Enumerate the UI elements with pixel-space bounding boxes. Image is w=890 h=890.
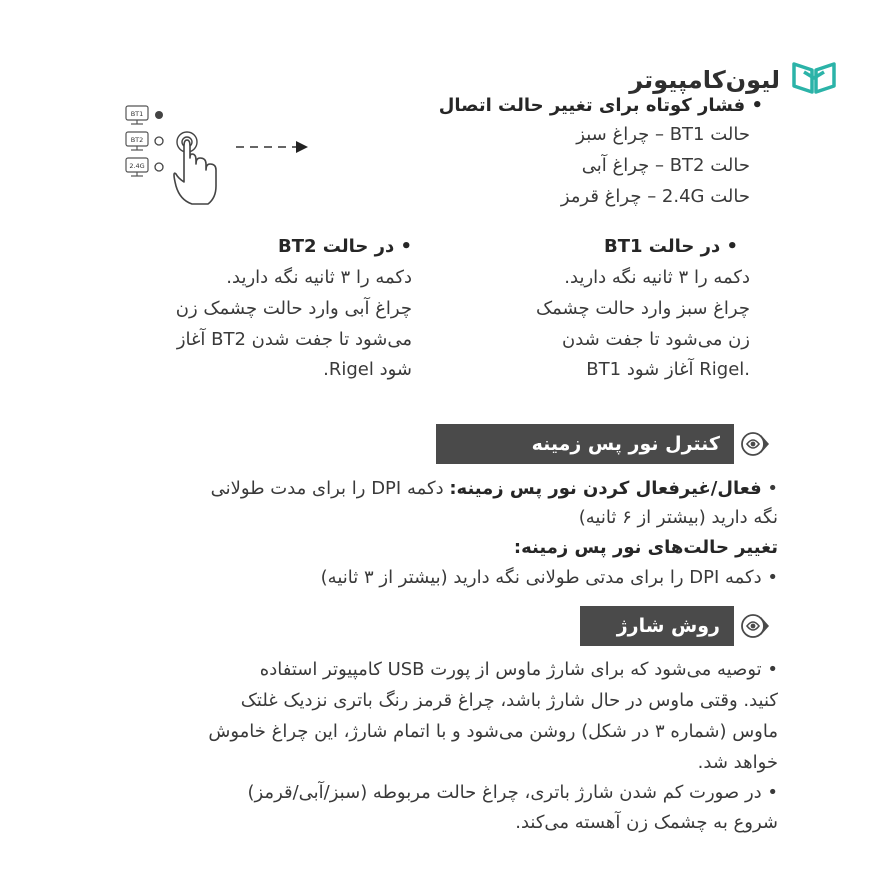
backlight-item-2: • دکمه DPI را برای مدتی طولانی نگه دارید (بیشتر از ۳ ثانیه) xyxy=(320,567,778,588)
backlight-item-1: • فعال/غیرفعال کردن نور پس زمینه: دکمه DPI را برای مدت طولانی xyxy=(210,478,778,499)
backlight-subheading: تغییر حالت‌های نور پس زمینه: xyxy=(513,537,778,558)
bt2-line-2: چراغ آبی وارد حالت چشمک زن xyxy=(175,298,412,319)
bt1-icon-label: BT1 xyxy=(130,110,144,118)
backlight-section-title: کنترل نور پس زمینه xyxy=(436,424,734,464)
hand-press-icon xyxy=(174,132,216,204)
arrow-head-icon xyxy=(296,141,308,153)
bt1-line-2: چراغ سبز وارد حالت چشمک xyxy=(535,298,750,319)
bt2-line-4: شود Rigel. xyxy=(323,359,412,380)
mode-24g-line: حالت 2.4G – چراغ قرمز xyxy=(560,186,750,207)
bt1-heading: • در حالت BT1 xyxy=(604,236,738,257)
backlight-section-header xyxy=(436,424,778,464)
charging-line-4: خواهد شد. xyxy=(697,752,778,773)
charging-line-3: ماوس (شماره ۳ در شکل) روشن می‌شود و با اتمام شارژ، این چراغ خاموش xyxy=(208,721,778,742)
charging-section-header xyxy=(580,606,778,646)
charging-section-title: روش شارژ xyxy=(580,606,734,646)
mouse-logo-icon xyxy=(734,606,778,646)
bt2-line-1: دکمه را ۳ ثانیه نگه دارید. xyxy=(226,267,412,288)
brand-name: لیون‌کامپیوتر xyxy=(629,66,780,94)
bt1-line-4: BT1 آغاز شود Rigel. xyxy=(586,359,750,380)
bt2-line-3: می‌شود تا جفت شدن BT2 آغاز xyxy=(176,329,412,350)
charging-line-2: کنید. وقتی ماوس در حال شارژ باشد، چراغ قرمز رنگ باتری نزدیک غلتک xyxy=(240,690,778,711)
charging-line-6: شروع به چشمک زن آهسته می‌کند. xyxy=(515,812,778,833)
bt2-heading: • در حالت BT2 xyxy=(278,236,412,257)
bt1-line-1: دکمه را ۳ ثانیه نگه دارید. xyxy=(564,267,750,288)
backlight-item-1-rest: دکمه DPI را برای مدت طولانی xyxy=(210,478,444,499)
mode-switch-illustration xyxy=(118,100,318,210)
mode-bt2-line: حالت BT2 – چراغ آبی xyxy=(581,155,750,176)
charging-line-1: • توصیه می‌شود که برای شارژ ماوس از پورت USB کامپیوتر استفاده xyxy=(259,659,778,680)
book-icon xyxy=(790,58,838,102)
bt2-icon-label: BT2 xyxy=(130,136,144,144)
mode-bt1-line: حالت BT1 – چراغ سبز xyxy=(576,124,750,145)
backlight-item-1-line-2: نگه دارید (بیشتر از ۶ ثانیه) xyxy=(578,507,778,528)
mouse-logo-icon xyxy=(734,424,778,464)
backlight-item-1-bold: فعال/غیرفعال کردن نور پس زمینه: xyxy=(449,478,762,499)
bt1-line-3: زن می‌شود تا جفت شدن xyxy=(562,329,750,350)
charging-line-5: • در صورت کم شدن شارژ باتری، چراغ حالت مربوطه (سبز/آبی/قرمز) xyxy=(247,782,778,803)
connection-heading: • فشار کوتاه برای تغییر حالت اتصال xyxy=(438,95,763,116)
24g-icon-label: 2.4G xyxy=(129,162,145,170)
